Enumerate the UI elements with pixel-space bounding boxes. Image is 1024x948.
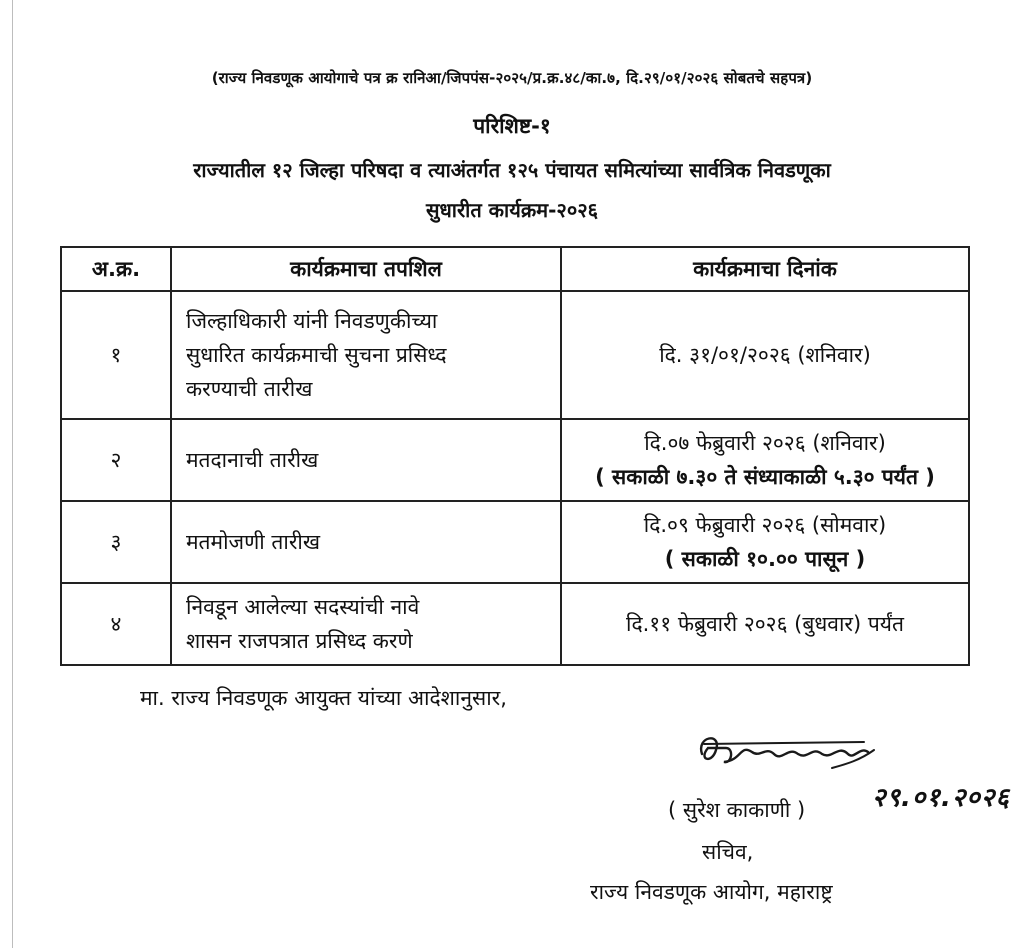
row-date-text: दि.११ फेब्रुवारी २०२६ (बुधवार) पर्यंत	[626, 612, 904, 636]
order-line: मा. राज्य निवडणूक आयुक्त यांच्या आदेशानुसार,	[140, 686, 507, 710]
document-title-line-1: राज्यातील १२ जिल्हा परिषदा व त्याअंतर्गत १२५ पंचायत समित्यांच्या सार्वत्रिक निवडणूका	[193, 158, 831, 182]
appendix-heading: परिशिष्ट-१	[473, 114, 551, 138]
signatory-office: राज्य निवडणूक आयोग, महाराष्ट्र	[590, 880, 833, 904]
header-programme-date: कार्यक्रमाचा दिनांक	[561, 247, 969, 291]
row-date	[561, 501, 969, 583]
handwritten-signature-icon	[682, 724, 882, 784]
row-detail-line: सुधारित कार्यक्रमाची सुचना प्रसिध्द	[186, 343, 447, 367]
row-date-text: दि.०७ फेब्रुवारी २०२६ (शनिवार)	[644, 431, 886, 455]
table-row	[61, 419, 969, 501]
table-row	[61, 291, 969, 419]
table-row	[61, 501, 969, 583]
header-serial-no: अ.क्र.	[61, 247, 171, 291]
row-date-text: दि. ३१/०१/२०२६ (शनिवार)	[659, 343, 871, 367]
row-detail	[171, 583, 561, 665]
row-detail	[171, 501, 561, 583]
row-detail	[171, 291, 561, 419]
row-date-text: दि.०९ फेब्रुवारी २०२६ (सोमवार)	[643, 513, 887, 537]
table-row	[61, 583, 969, 665]
row-detail-line: करण्याची तारीख	[186, 377, 313, 401]
row-detail-line: शासन राजपत्रात प्रसिध्द करणे	[186, 629, 413, 653]
row-detail-line: मतमोजणी तारीख	[186, 530, 321, 554]
row-detail-line: जिल्हाधिकारी यांनी निवडणुकीच्या	[186, 309, 438, 333]
table-header-row	[61, 247, 969, 291]
row-date	[561, 419, 969, 501]
document-title-line-2: सुधारीत कार्यक्रम-२०२६	[425, 198, 599, 222]
row-date	[561, 583, 969, 665]
row-serial-no: १	[61, 291, 171, 419]
row-date	[561, 291, 969, 419]
row-serial-no: ३	[61, 501, 171, 583]
reference-line: (राज्य निवडणूक आयोगाचे पत्र क्र रानिआ/जिपपंस-२०२५/प्र.क्र.४८/का.७, दि.२९/०१/२०२६ सोबतचे सहपत्र)	[211, 69, 813, 87]
schedule-table	[60, 246, 970, 666]
row-date-note: ( सकाळी १०.०० पासून )	[664, 547, 866, 571]
row-serial-no: ४	[61, 583, 171, 665]
signatory-designation: सचिव,	[702, 840, 754, 864]
row-date-note: ( सकाळी ७.३० ते संध्याकाळी ५.३० पर्यंत )	[595, 465, 935, 489]
signed-date: २९.०१.२०२६	[872, 783, 1010, 813]
row-detail	[171, 419, 561, 501]
signatory-name: ( सुरेश काकाणी )	[668, 798, 806, 822]
row-detail-line: निवडून आलेल्या सदस्यांची नावे	[186, 595, 420, 619]
row-detail-line: मतदानाची तारीख	[186, 448, 319, 472]
row-serial-no: २	[61, 419, 171, 501]
header-programme-detail: कार्यक्रमाचा तपशिल	[171, 247, 561, 291]
left-border-line	[12, 0, 13, 948]
